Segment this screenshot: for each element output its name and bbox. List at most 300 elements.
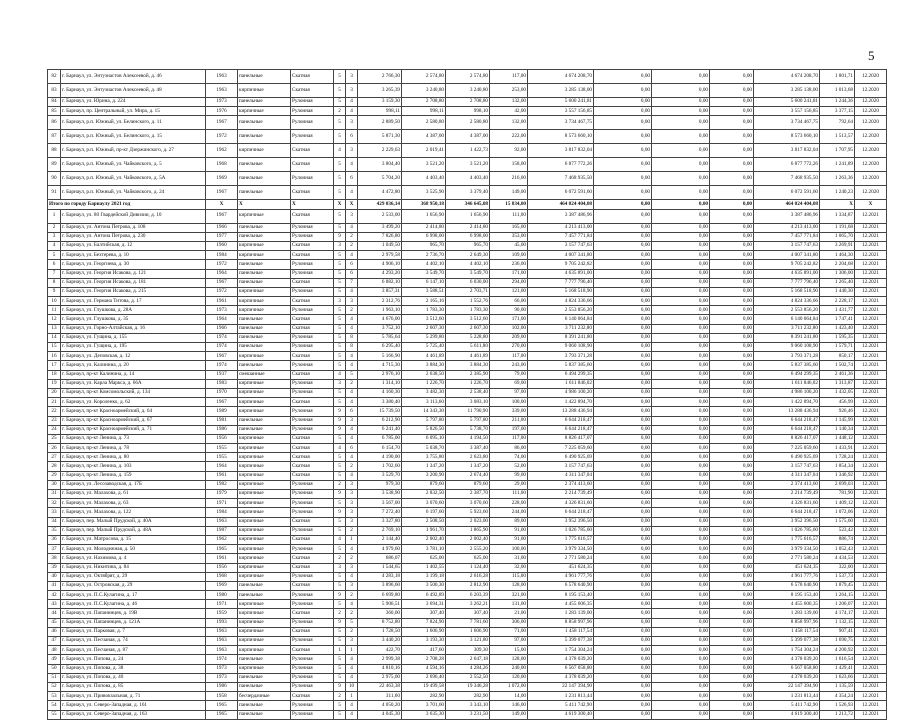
- table-row: [48, 361, 887, 370]
- total-area-cell: 3 159,30: [358, 98, 402, 107]
- completion-date-cell: 12.2021: [855, 232, 887, 241]
- table-row: [48, 241, 887, 250]
- cost-fund-a-cell: 0,00: [594, 453, 652, 462]
- row-number-cell: 18: [48, 370, 61, 379]
- private-area-cell: 19 346,28: [446, 682, 490, 691]
- entrances-cell: 3: [346, 144, 358, 158]
- cost-fund-b-cell: 0,00: [652, 462, 710, 471]
- row-number-cell: 16: [48, 352, 61, 361]
- residents-cell: 117,00: [490, 70, 528, 84]
- cost-fund-b-cell: 0,00: [652, 554, 710, 563]
- residents-cell: 32,00: [490, 563, 528, 572]
- unit-cost-cell: 2 228,17: [820, 297, 855, 306]
- roof-type-cell: Скатная: [291, 297, 334, 306]
- residents-cell: 306,00: [490, 618, 528, 627]
- residents-cell: 197,00: [490, 425, 528, 434]
- wall-material-cell: панельные: [238, 158, 291, 172]
- unit-cost-cell: 2 699,03: [820, 480, 855, 489]
- wall-material-cell: панельные: [238, 232, 291, 241]
- wall-material-cell: кирпичные: [238, 609, 291, 618]
- wall-material-cell: кирпичные: [238, 563, 291, 572]
- wall-material-cell: кирпичные: [238, 508, 291, 517]
- table-row: [48, 609, 887, 618]
- table-row: [48, 554, 887, 563]
- unit-cost-cell: 850,17: [820, 352, 855, 361]
- cost-fund-a-cell: 0,00: [594, 251, 652, 260]
- unit-cost-cell: 456,99: [820, 398, 855, 407]
- address-cell: г. Барнаул, пр-кт Красноармейский, д. 67: [61, 416, 206, 425]
- cost-fund-b-cell: 0,00: [652, 517, 710, 526]
- year-built-cell: 1969: [206, 581, 238, 590]
- floors-cell: 5: [334, 84, 346, 98]
- cost-fund-a-cell: 0,00: [594, 609, 652, 618]
- private-area-cell: 5 797,80: [446, 416, 490, 425]
- floors-cell: 2: [334, 480, 346, 489]
- table-row: [48, 655, 887, 664]
- floors-cell: 5: [334, 116, 346, 130]
- completion-date-cell: 12.2021: [855, 618, 887, 627]
- residential-area-cell: 2 019,41: [402, 144, 446, 158]
- cost-fund-c-cell: 0,00: [710, 627, 754, 636]
- cost-fund-b-cell: 0,00: [652, 343, 710, 352]
- residents-cell: 74,00: [490, 453, 528, 462]
- table-row: [48, 618, 887, 627]
- total-area-cell: 4 293,20: [358, 269, 402, 278]
- cost-owners-cell: 3 157 747,63: [754, 241, 820, 250]
- residential-area-cell: 3 240,80: [402, 84, 446, 98]
- total-cost-cell: 3 557 156,85: [528, 107, 594, 116]
- roof-type-cell: Скатная: [291, 144, 334, 158]
- cost-fund-c-cell: 0,00: [710, 480, 754, 489]
- address-cell: г. Барнаул, ул. Островская, д. 29: [61, 581, 206, 590]
- cost-fund-c-cell: 0,00: [710, 186, 754, 200]
- residential-area-cell: 5 038,70: [402, 444, 446, 453]
- residential-area-cell: 5 826,50: [402, 425, 446, 434]
- wall-material-cell: кирпичные: [238, 572, 291, 581]
- cost-fund-a-cell: 0,00: [594, 563, 652, 572]
- row-number-cell: 36: [48, 535, 61, 544]
- cost-fund-a-cell: 0,00: [594, 581, 652, 590]
- floors-cell: 5: [334, 278, 346, 287]
- cost-fund-b-cell: 0,00: [652, 84, 710, 98]
- cost-fund-c-cell: 0,00: [710, 545, 754, 554]
- residential-area-cell: 6 998,00: [402, 232, 446, 241]
- unit-cost-cell: 1 448,12: [820, 434, 855, 443]
- total-cost-cell: 3 157 747,63: [528, 462, 594, 471]
- total-cost-cell: 3 817 832,04: [528, 144, 594, 158]
- private-area-cell: 2 703,71: [446, 287, 490, 296]
- floors-cell: 3: [334, 563, 346, 572]
- cost-owners-cell: 1 775 616,57: [754, 535, 820, 544]
- address-cell: г. Барнаул, р.п. Южный, ул. Чайковского, д. 5А: [61, 172, 206, 186]
- unit-cost-cell: 3 377,15: [820, 107, 855, 116]
- cost-fund-a-cell: 0,00: [594, 315, 652, 324]
- year-built-cell: 1973: [206, 664, 238, 673]
- cost-fund-c-cell: 0,00: [710, 609, 754, 618]
- cost-fund-b-cell: 0,00: [652, 646, 710, 655]
- entrances-cell: 2: [346, 609, 358, 618]
- year-built-cell: 1965: [206, 701, 238, 710]
- cost-owners-cell: 4 824 336,66: [754, 297, 820, 306]
- table-row: [48, 545, 887, 554]
- unit-cost-cell: 1 409,12: [820, 499, 855, 508]
- floors-cell: 1: [334, 646, 346, 655]
- housing-register-table: [47, 69, 887, 720]
- cost-fund-a-cell: 0,00: [594, 499, 652, 508]
- row-number-cell: 82: [48, 70, 61, 84]
- private-area-cell: 3 884,30: [446, 361, 490, 370]
- roof-type-cell: Рулонная: [291, 545, 334, 554]
- residents-cell: 14,00: [490, 692, 528, 701]
- row-number-cell: 29: [48, 471, 61, 480]
- floors-cell: 5: [334, 186, 346, 200]
- table-row: [48, 425, 887, 434]
- page-number: 5: [868, 48, 875, 63]
- entrances-cell: 5: [346, 618, 358, 627]
- cost-owners-cell: 4 619 300,40: [754, 710, 820, 719]
- year-built-cell: 1956: [206, 563, 238, 572]
- total-area-cell: 6 785,00: [358, 434, 402, 443]
- cost-owners-cell: 8 573 660,10: [754, 130, 820, 144]
- year-built-cell: 1987: [206, 526, 238, 535]
- address-cell: г. Барнаул, ул. Малахова, д. 122: [61, 508, 206, 517]
- private-area-cell: 2 555,20: [446, 545, 490, 554]
- cost-fund-c-cell: 0,00: [710, 172, 754, 186]
- completion-date-cell: 12.2021: [855, 655, 887, 664]
- private-area-cell: 11 790,90: [446, 407, 490, 416]
- roof-type-cell: Рулонная: [291, 260, 334, 269]
- roof-type-cell: Рулонная: [291, 618, 334, 627]
- cost-fund-c-cell: 0,00: [710, 223, 754, 232]
- private-area-cell: 2 647,18: [446, 655, 490, 664]
- year-built-cell: 1963: [206, 627, 238, 636]
- cost-fund-b-cell: 0,00: [652, 70, 710, 84]
- completion-date-cell: 12.2021: [855, 545, 887, 554]
- cost-fund-b-cell: 0,00: [652, 388, 710, 397]
- roof-type-cell: Рулонная: [291, 223, 334, 232]
- roof-type-cell: Рулонная: [291, 269, 334, 278]
- cost-owners-cell: 1 754 304,24: [754, 646, 820, 655]
- entrances-cell: 4: [346, 158, 358, 172]
- wall-material-cell: кирпичные: [238, 600, 291, 609]
- cost-fund-b-cell: 0,00: [652, 682, 710, 691]
- cost-owners-cell: 8 391 241,80: [754, 333, 820, 342]
- cost-fund-b-cell: 0,00: [652, 260, 710, 269]
- row-number-cell: 90: [48, 172, 61, 186]
- cost-owners-cell: 4 213 413,00: [754, 223, 820, 232]
- cost-fund-b-cell: 0,00: [652, 407, 710, 416]
- year-built-cell: 1962: [206, 144, 238, 158]
- residential-area-cell: 3 113,60: [402, 398, 446, 407]
- residential-area-cell: 1 606,90: [402, 627, 446, 636]
- address-cell: г. Барнаул, ул. Короленко, д. 62: [61, 398, 206, 407]
- residents-cell: 294,00: [490, 278, 528, 287]
- completion-date-cell: 12.2020: [855, 116, 887, 130]
- residential-area-cell: 965,70: [402, 241, 446, 250]
- year-built-cell: 1972: [206, 260, 238, 269]
- completion-date-cell: 12.2021: [855, 379, 887, 388]
- cost-fund-a-cell: 0,00: [594, 297, 652, 306]
- floors-cell: 5: [334, 209, 346, 223]
- total-area-cell: 3 567,00: [358, 499, 402, 508]
- residential-area-cell: 3 521,20: [402, 158, 446, 172]
- cost-fund-c-cell: 0,00: [710, 379, 754, 388]
- cost-fund-b-cell: 0,00: [652, 241, 710, 250]
- row-number-cell: 32: [48, 499, 61, 508]
- roof-type-cell: Скатная: [291, 453, 334, 462]
- entrances-cell: 2: [346, 462, 358, 471]
- table-row: [48, 116, 887, 130]
- entrances-cell: 8: [346, 343, 358, 352]
- total-cost-cell: 2 374 413,60: [528, 480, 594, 489]
- residential-area-cell: 3 755,80: [402, 453, 446, 462]
- unit-cost-cell: 1 263,36: [820, 172, 855, 186]
- cost-fund-a-cell: 0,00: [594, 710, 652, 719]
- table-row: [48, 324, 887, 333]
- row-number-cell: 30: [48, 480, 61, 489]
- cost-fund-b-cell: 0,00: [652, 480, 710, 489]
- private-area-cell: 1 783,30: [446, 306, 490, 315]
- total-area-cell: 2 144,40: [358, 535, 402, 544]
- cost-owners-cell: 464 024 404,08: [754, 200, 820, 209]
- private-area-cell: 2 002,40: [446, 535, 490, 544]
- residents-cell: 243,00: [490, 361, 528, 370]
- private-area-cell: 3 343,10: [446, 701, 490, 710]
- residents-cell: 100,00: [490, 545, 528, 554]
- unit-cost-cell: 1 526,93: [820, 701, 855, 710]
- residential-area-cell: 998,11: [402, 107, 446, 116]
- row-number-cell: 85: [48, 107, 61, 116]
- total-area-cell: 4 810,16: [358, 664, 402, 673]
- residential-area-cell: 1 347,20: [402, 462, 446, 471]
- row-number-cell: 11: [48, 306, 61, 315]
- address-cell: г. Барнаул, ул. Нахимова, д. 4: [61, 554, 206, 563]
- wall-material-cell: панельные: [238, 278, 291, 287]
- table-row: [48, 343, 887, 352]
- cost-owners-cell: 4 961 777,76: [754, 572, 820, 581]
- cost-fund-a-cell: 0,00: [594, 370, 652, 379]
- wall-material-cell: кирпичные: [238, 407, 291, 416]
- wall-material-cell: кирпичные: [238, 646, 291, 655]
- year-built-cell: 1964: [206, 315, 238, 324]
- residential-area-cell: 2 832,50: [402, 490, 446, 499]
- residential-area-cell: 4 403,40: [402, 172, 446, 186]
- residential-area-cell: 19 499,58: [402, 682, 446, 691]
- total-area-cell: 7 272,40: [358, 508, 402, 517]
- wall-material-cell: X: [238, 200, 291, 209]
- residential-area-cell: 2 696,40: [402, 673, 446, 682]
- floors-cell: 5: [334, 70, 346, 84]
- residents-cell: 321,00: [490, 591, 528, 600]
- row-number-cell: 52: [48, 682, 61, 691]
- table-row: [48, 269, 887, 278]
- roof-type-cell: Рулонная: [291, 480, 334, 489]
- residential-area-cell: 3 525,90: [402, 186, 446, 200]
- cost-fund-b-cell: 0,00: [652, 251, 710, 260]
- row-number-cell: 13: [48, 324, 61, 333]
- address-cell: г. Барнаул, ул. Папанинцев, д. 19В: [61, 609, 206, 618]
- row-number-cell: 24: [48, 425, 61, 434]
- table-row: [48, 627, 887, 636]
- private-area-cell: 2 674,40: [446, 471, 490, 480]
- cost-fund-c-cell: 0,00: [710, 306, 754, 315]
- year-built-cell: 1967: [206, 278, 238, 287]
- total-area-cell: 422,70: [358, 646, 402, 655]
- total-area-cell: 3 538,90: [358, 490, 402, 499]
- private-area-cell: 3 083,10: [446, 398, 490, 407]
- private-area-cell: 2 649,30: [446, 251, 490, 260]
- year-built-cell: 1971: [206, 499, 238, 508]
- residents-cell: 91,00: [490, 535, 528, 544]
- year-built-cell: 1974: [206, 333, 238, 342]
- cost-fund-b-cell: 0,00: [652, 315, 710, 324]
- residents-cell: 171,00: [490, 315, 528, 324]
- wall-material-cell: кирпичные: [238, 535, 291, 544]
- table-row: [48, 70, 887, 84]
- total-area-cell: 5 704,20: [358, 172, 402, 186]
- cost-fund-c-cell: 0,00: [710, 398, 754, 407]
- address-cell: г. Барнаул, ул. Лесозаводская, д. 17Б: [61, 480, 206, 489]
- residents-cell: 42,00: [490, 107, 528, 116]
- roof-type-cell: Скатная: [291, 315, 334, 324]
- unit-cost-cell: 1 264,15: [820, 591, 855, 600]
- residents-cell: 339,00: [490, 407, 528, 416]
- wall-material-cell: кирпичные: [238, 287, 291, 296]
- cost-fund-c-cell: 0,00: [710, 333, 754, 342]
- unit-cost-cell: 1 579,71: [820, 343, 855, 352]
- roof-type-cell: Рулонная: [291, 664, 334, 673]
- entrances-cell: 4: [346, 361, 358, 370]
- cost-fund-c-cell: 0,00: [710, 315, 754, 324]
- address-cell: г. Барнаул, ул. Гущина, д. 155: [61, 333, 206, 342]
- completion-date-cell: 12.2021: [855, 462, 887, 471]
- row-number-cell: 49: [48, 655, 61, 664]
- private-area-cell: 6 998,00: [446, 232, 490, 241]
- cost-owners-cell: 6 494 299,35: [754, 370, 820, 379]
- address-cell: г. Барнаул, ул. Карла Маркса, д. 66А: [61, 379, 206, 388]
- wall-material-cell: кирпичные: [238, 545, 291, 554]
- residential-area-cell: 368 950,18: [402, 200, 446, 209]
- cost-owners-cell: 6 567 058,80: [754, 664, 820, 673]
- entrances-cell: 4: [346, 398, 358, 407]
- cost-fund-b-cell: 0,00: [652, 361, 710, 370]
- residential-area-cell: 3 588,51: [402, 287, 446, 296]
- row-number-cell: 89: [48, 158, 61, 172]
- total-area-cell: 2 999,38: [358, 655, 402, 664]
- row-number-cell: 6: [48, 260, 61, 269]
- floors-cell: 5: [334, 673, 346, 682]
- entrances-cell: 4: [346, 655, 358, 664]
- roof-type-cell: Рулонная: [291, 361, 334, 370]
- unit-cost-cell: 1 513,57: [820, 130, 855, 144]
- row-number-cell: 39: [48, 563, 61, 572]
- cost-owners-cell: 3 285 138,00: [754, 84, 820, 98]
- entrances-cell: 4: [346, 471, 358, 480]
- year-built-cell: 1965: [206, 710, 238, 719]
- entrances-cell: 6: [346, 444, 358, 453]
- unit-cost-cell: 4 200,92: [820, 646, 855, 655]
- residents-cell: 97,00: [490, 637, 528, 646]
- year-built-cell: 1983: [206, 379, 238, 388]
- address-cell: г. Барнаул, пр-кт Красноармейский, д. 71: [61, 425, 206, 434]
- private-area-cell: 879,60: [446, 480, 490, 489]
- cost-fund-a-cell: 0,00: [594, 116, 652, 130]
- cost-fund-c-cell: 0,00: [710, 116, 754, 130]
- floors-cell: 9: [334, 508, 346, 517]
- floors-cell: 5: [334, 664, 346, 673]
- cost-owners-cell: 1 026 785,60: [754, 526, 820, 535]
- cost-fund-a-cell: 0,00: [594, 517, 652, 526]
- cost-owners-cell: 7 457 771,84: [754, 232, 820, 241]
- year-built-cell: 1964: [206, 269, 238, 278]
- roof-type-cell: Скатная: [291, 517, 334, 526]
- entrances-cell: 3: [346, 490, 358, 499]
- table-row: [48, 682, 887, 691]
- floors-cell: 5: [334, 701, 346, 710]
- year-built-cell: 1967: [206, 352, 238, 361]
- cost-fund-c-cell: 0,00: [710, 251, 754, 260]
- wall-material-cell: панельные: [238, 315, 291, 324]
- cost-fund-c-cell: 0,00: [710, 682, 754, 691]
- year-built-cell: 1989: [206, 407, 238, 416]
- total-cost-cell: 8 573 660,10: [528, 130, 594, 144]
- total-cost-cell: 4 635 891,00: [528, 269, 594, 278]
- wall-material-cell: кирпичные: [238, 379, 291, 388]
- table-row: [48, 107, 887, 116]
- unit-cost-cell: 1 265,40: [820, 278, 855, 287]
- cost-owners-cell: 8 195 153,40: [754, 591, 820, 600]
- completion-date-cell: 12.2021: [855, 682, 887, 691]
- row-number-cell: 7: [48, 269, 61, 278]
- completion-date-cell: 12.2021: [855, 269, 887, 278]
- residential-area-cell: 2 638,50: [402, 370, 446, 379]
- row-number-cell: 33: [48, 508, 61, 517]
- cost-fund-c-cell: 0,00: [710, 200, 754, 209]
- residents-cell: 99,00: [490, 471, 528, 480]
- row-number-cell: 38: [48, 554, 61, 563]
- cost-fund-a-cell: 0,00: [594, 637, 652, 646]
- cost-owners-cell: 7 225 059,60: [754, 444, 820, 453]
- entrances-cell: 4: [346, 223, 358, 232]
- year-built-cell: 1961: [206, 297, 238, 306]
- cost-owners-cell: 3 711 232,80: [754, 324, 820, 333]
- residents-cell: 89,00: [490, 517, 528, 526]
- address-cell: г. Барнаул, ул. Парковая, д. 7: [61, 627, 206, 636]
- floors-cell: 5: [334, 158, 346, 172]
- entrances-cell: 6: [346, 130, 358, 144]
- cost-fund-c-cell: 0,00: [710, 673, 754, 682]
- address-cell: г. Барнаул, ул. Попова, д. 24: [61, 655, 206, 664]
- unit-cost-cell: 4 434,53: [820, 554, 855, 563]
- residential-area-cell: 4 402,10: [402, 260, 446, 269]
- private-area-cell: 5 611,80: [446, 343, 490, 352]
- entrances-cell: 4: [346, 453, 358, 462]
- cost-owners-cell: 3 979 334,50: [754, 545, 820, 554]
- entrances-cell: 3: [346, 581, 358, 590]
- cost-fund-a-cell: 0,00: [594, 545, 652, 554]
- total-cost-cell: 9 060 108,90: [528, 343, 594, 352]
- residential-area-cell: 3 193,30: [402, 637, 446, 646]
- residents-cell: 132,00: [490, 116, 528, 130]
- table-row: [48, 434, 887, 443]
- roof-type-cell: Рулонная: [291, 232, 334, 241]
- wall-material-cell: кирпичные: [238, 306, 291, 315]
- residents-cell: 216,00: [490, 172, 528, 186]
- private-area-cell: 4 403,40: [446, 172, 490, 186]
- private-area-cell: 4 387,00: [446, 130, 490, 144]
- private-area-cell: 4 402,10: [446, 260, 490, 269]
- cost-owners-cell: 3 387 486,96: [754, 209, 820, 223]
